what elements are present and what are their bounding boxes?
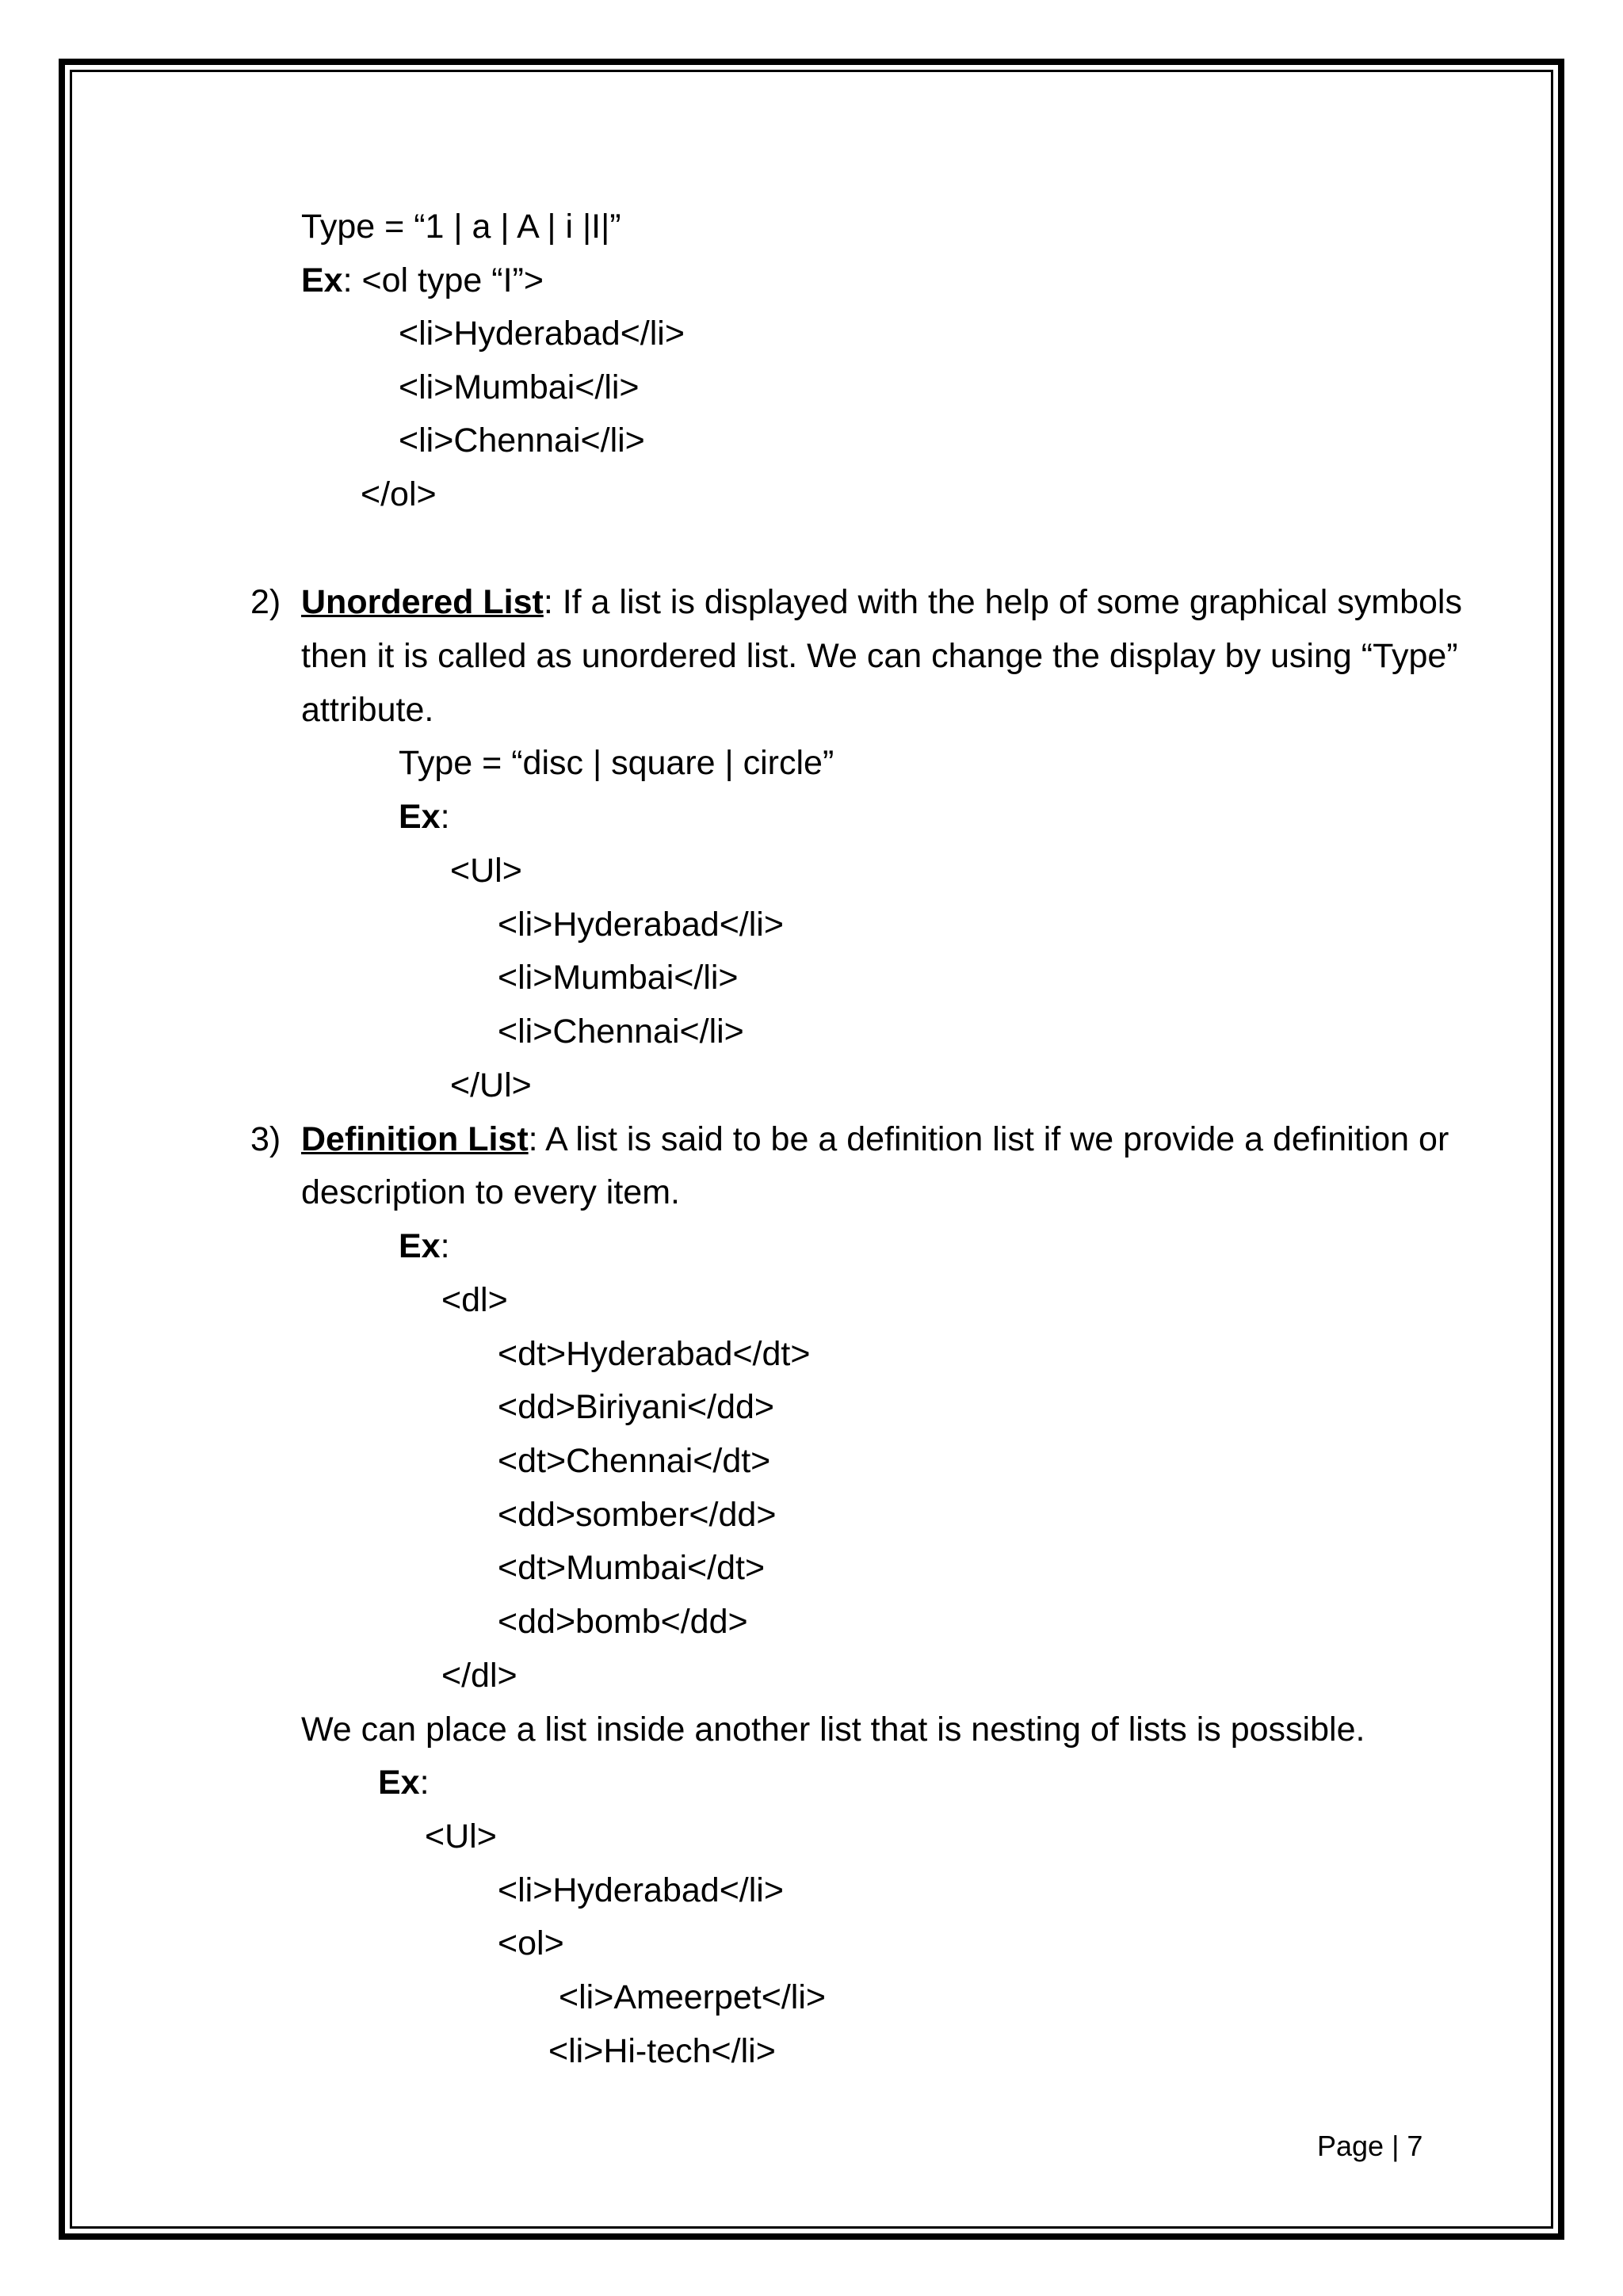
section3-desc-line2: description to every item.: [301, 1173, 680, 1211]
dl-item-6: <dd>bomb</dd>: [498, 1603, 748, 1641]
nested-ul-open: <Ul>: [425, 1817, 497, 1855]
nesting-example-label: Ex: [378, 1764, 420, 1802]
dl-item-2: <dd>Biriyani</dd>: [498, 1388, 775, 1426]
section3-number: 3): [250, 1120, 281, 1158]
ul-type-syntax: Type = “disc | square | circle”: [399, 744, 834, 782]
ol-example-label: Ex: [301, 261, 343, 299]
dl-open: <dl>: [441, 1281, 508, 1319]
section3-example-label: Ex: [399, 1227, 441, 1265]
section2-desc-line3: attribute.: [301, 691, 434, 729]
dl-item-3: <dt>Chennai</dt>: [498, 1442, 771, 1480]
ol-example-line: [301, 261, 544, 299]
section2-term: Unordered List: [301, 583, 544, 621]
nesting-example-line: [378, 1766, 430, 1800]
ol-item-2: <li>Mumbai</li>: [399, 368, 640, 406]
section3-example-line: [399, 1227, 450, 1265]
page-number: Page | 7: [1317, 2130, 1423, 2162]
section2-number: 2): [250, 583, 281, 621]
ul-item-3: <li>Chennai</li>: [498, 1013, 744, 1051]
ol-example-open: : <ol type “I”>: [342, 261, 544, 299]
nested-ol-item-2: <li>Hi-tech</li>: [548, 2032, 776, 2070]
ul-item-1: <li>Hyderabad</li>: [498, 906, 784, 944]
ul-open: <Ul>: [450, 852, 522, 890]
section3-term: Definition List: [301, 1120, 529, 1158]
nesting-text: We can place a list inside another list that is nesting of lists is possible.: [301, 1711, 1365, 1749]
nested-ol-item-1: <li>Ameerpet</li>: [559, 1978, 827, 2016]
ol-item-1: <li>Hyderabad</li>: [399, 315, 685, 353]
nested-li-item: <li>Hyderabad</li>: [498, 1871, 784, 1909]
section2-example-colon: :: [440, 798, 450, 836]
ol-close: </ol>: [361, 475, 437, 513]
dl-item-1: <dt>Hyderabad</dt>: [498, 1335, 811, 1373]
section3-desc-text1: : A list is said to be a definition list if we provide a definition or: [528, 1120, 1449, 1158]
section2-desc-line1: [301, 585, 1462, 620]
ul-item-2: <li>Mumbai</li>: [498, 959, 739, 997]
section3-example-colon: :: [440, 1227, 450, 1265]
dl-close: </dl>: [441, 1657, 517, 1695]
ul-close: </Ul>: [450, 1066, 532, 1104]
ol-item-3: <li>Chennai</li>: [399, 421, 645, 460]
section3-desc-line1: [301, 1120, 1449, 1158]
section2-example-label: Ex: [399, 798, 441, 836]
dl-item-5: <dt>Mumbai</dt>: [498, 1549, 766, 1587]
ol-type-syntax: Type = “1 | a | A | i |I|”: [301, 208, 621, 246]
section2-desc-line2: then it is called as unordered list. We can change the display by using “Type”: [301, 637, 1458, 675]
nested-ol-open: <ol>: [498, 1924, 564, 1962]
section2-desc-text1: : If a list is displayed with the help of some graphical symbols: [543, 583, 1462, 621]
nesting-example-colon: :: [419, 1764, 430, 1802]
section2-example-line: [399, 800, 450, 834]
dl-item-4: <dd>somber</dd>: [498, 1496, 777, 1534]
